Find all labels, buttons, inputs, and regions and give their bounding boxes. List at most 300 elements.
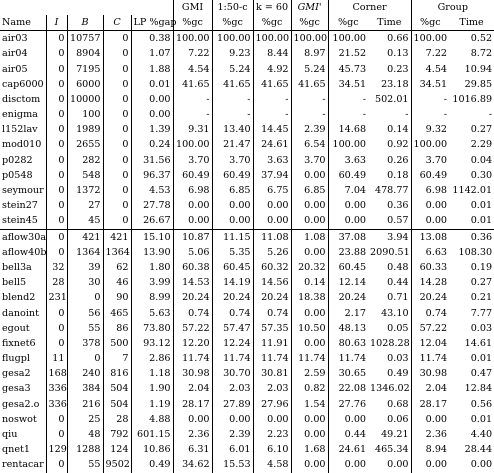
table-cell: 0.49	[131, 458, 173, 473]
table-cell: 2.39	[212, 427, 253, 442]
table-cell: 20.32	[291, 260, 328, 275]
table-cell: 0	[46, 92, 67, 107]
table-cell: 60.49	[173, 168, 212, 183]
instance-name-cell: noswot	[0, 412, 46, 427]
table-cell: 100	[67, 107, 103, 122]
table-cell: 0.00	[470, 459, 493, 471]
table-cell: 30.70	[212, 367, 253, 382]
table-cell: 0.48	[368, 260, 411, 275]
table-cell: -	[173, 92, 212, 107]
table-cell: 0	[46, 47, 67, 62]
col-group-time: Time	[449, 15, 494, 31]
table-cell: -	[362, 109, 367, 121]
instance-name-cell: fixnet6	[0, 336, 46, 351]
table-cell: 0.44	[344, 429, 367, 441]
table-cell: 9.31	[173, 123, 212, 138]
table-cell: 2090.51	[368, 245, 411, 260]
instance-name-cell: air05	[0, 62, 46, 77]
table-cell: 20.24	[212, 291, 253, 306]
table-cell: 0.06	[368, 412, 411, 427]
table-cell: 6.63	[425, 246, 448, 258]
table-cell: 0	[46, 412, 67, 427]
table-cell: 0.18	[368, 168, 411, 183]
table-cell: 20.24	[419, 292, 448, 304]
table-cell: 0	[46, 138, 67, 153]
table-cell: 0.44	[368, 275, 411, 290]
table-cell: 0.01	[470, 215, 493, 227]
table-cell: 11.74	[212, 351, 253, 366]
table-cell: 124	[103, 442, 131, 457]
table-row	[0, 198, 494, 213]
table-cell: 0	[67, 351, 103, 366]
table-cell: 25	[67, 412, 103, 427]
table-cell: 12.84	[464, 383, 493, 395]
col-gmi-gc: %gc	[173, 15, 212, 31]
table-cell: 22.08	[338, 383, 367, 395]
header-1-50-c: 1:50-c	[212, 0, 253, 15]
table-cell: 231	[46, 291, 67, 306]
table-cell: 30.98	[173, 367, 212, 382]
table-cell: 14.56	[253, 275, 291, 290]
table-cell: 27.89	[212, 397, 253, 412]
table-cell: 6.01	[212, 442, 253, 457]
table-row	[0, 92, 494, 107]
table-cell: 792	[103, 427, 131, 442]
table-cell: 11	[46, 351, 67, 366]
table-cell: 1.88	[131, 62, 173, 77]
table-cell: 12.20	[173, 336, 212, 351]
table-cell: 20.24	[253, 291, 291, 306]
table-row	[0, 367, 494, 382]
table-cell: 5.06	[173, 245, 212, 260]
table-cell: 0	[46, 31, 67, 47]
table-cell: 0	[67, 291, 103, 306]
instance-name-cell: disctom	[0, 92, 46, 107]
table-cell: 0.00	[131, 107, 173, 122]
col-k60-gc: %gc	[253, 15, 291, 31]
table-cell: 6.98	[173, 183, 212, 198]
table-cell: 0.19	[470, 261, 493, 273]
table-row	[0, 321, 494, 336]
table-cell: 9.23	[212, 47, 253, 62]
instance-name-cell: mod010	[0, 138, 46, 153]
table-cell: 0.04	[470, 154, 493, 166]
table-cell: 1.90	[131, 382, 173, 397]
table-cell: 23.88	[338, 246, 367, 258]
col-corner-time: Time	[368, 15, 411, 31]
table-cell: 0.00	[212, 214, 253, 230]
table-cell: 0.47	[470, 368, 493, 380]
col-i: I	[46, 15, 67, 31]
table-cell: 11.74	[338, 353, 367, 365]
table-cell: 0.66	[368, 31, 411, 47]
table-cell: 34.51	[419, 78, 448, 90]
table-cell: 504	[103, 397, 131, 412]
instance-name-cell: stein27	[0, 198, 46, 213]
table-cell: 1.54	[291, 397, 328, 412]
table-cell: 0.56	[470, 398, 493, 410]
table-cell: 100.00	[173, 138, 212, 153]
table-row	[0, 138, 494, 153]
table-cell: 0.00	[291, 245, 328, 260]
table-cell: 4.40	[470, 429, 493, 441]
table-cell: 73.80	[131, 321, 173, 336]
table-cell: 8.97	[291, 47, 328, 62]
table-cell: 6.85	[291, 183, 328, 198]
table-cell: 0	[103, 198, 131, 213]
table-cell: 0.74	[212, 306, 253, 321]
table-cell: 0.00	[425, 200, 448, 212]
table-cell: 0.00	[344, 200, 367, 212]
table-cell: 465.34	[368, 442, 411, 457]
table-cell: 10.50	[291, 321, 328, 336]
table-cell: 0.00	[253, 198, 291, 213]
table-cell: 62	[103, 260, 131, 275]
table-cell: 6.85	[212, 183, 253, 198]
table-cell: 1.07	[131, 47, 173, 62]
instance-name-cell: gesa3	[0, 382, 46, 397]
table-cell: 168	[46, 367, 67, 382]
table-cell: 0	[103, 47, 131, 62]
table-cell: 0.00	[173, 214, 212, 230]
table-cell: 0.00	[425, 413, 448, 425]
table-cell: 11.74	[291, 351, 328, 366]
instance-name-cell: air04	[0, 47, 46, 62]
table-cell: 11.08	[253, 229, 291, 245]
table-cell: 465	[103, 306, 131, 321]
table-cell: 60.38	[173, 260, 212, 275]
table-cell: 15.10	[131, 229, 173, 245]
table-cell: 3.94	[368, 229, 411, 245]
table-cell: 1372	[67, 183, 103, 198]
table-cell: 2655	[67, 138, 103, 153]
table-cell: 4.54	[173, 62, 212, 77]
table-row	[0, 397, 494, 412]
table-cell: 5.26	[253, 245, 291, 260]
table-cell: 4.88	[131, 412, 173, 427]
instance-name-cell: stein45	[0, 214, 46, 230]
table-cell: 502.01	[368, 92, 411, 107]
table-cell: 3.70	[291, 153, 328, 168]
table-cell: -	[291, 92, 328, 107]
table-cell: 15.53	[212, 458, 253, 473]
table-row	[0, 168, 494, 183]
table-cell: 31.56	[131, 153, 173, 168]
table-row	[0, 183, 494, 198]
table-cell: 0.27	[470, 277, 493, 289]
col-lp-gap: LP %gap	[131, 15, 173, 31]
table-cell: 5.63	[131, 306, 173, 321]
table-cell: 11.74	[173, 351, 212, 366]
table-cell: 2.17	[344, 307, 367, 319]
table-cell: 60.49	[419, 169, 448, 181]
table-cell: 2.29	[470, 139, 493, 151]
table-cell: 60.33	[419, 261, 448, 273]
table-cell: 0.00	[291, 214, 328, 230]
header-corner: Corner	[328, 0, 411, 15]
table-row	[0, 107, 494, 122]
table-row	[0, 275, 494, 290]
table-cell: 20.24	[173, 291, 212, 306]
table-cell: 336	[46, 382, 67, 397]
table-row	[0, 245, 494, 260]
table-cell: 21.52	[338, 48, 367, 60]
table-cell: 29.85	[464, 78, 493, 90]
table-cell: 11.91	[253, 336, 291, 351]
table-cell: 0	[46, 245, 67, 260]
table-cell: 816	[103, 367, 131, 382]
table-cell: 0	[103, 31, 131, 47]
table-cell: 0	[103, 62, 131, 77]
table-cell: 0.00	[131, 92, 173, 107]
table-cell: 0.00	[253, 412, 291, 427]
table-cell: 14.53	[173, 275, 212, 290]
table-cell: 60.32	[253, 260, 291, 275]
table-cell: 18.38	[291, 291, 328, 306]
table-cell: 55	[67, 458, 103, 473]
table-cell: 282	[67, 153, 103, 168]
table-cell: 100.00	[332, 139, 367, 151]
table-cell: 1.68	[291, 442, 328, 457]
table-cell: 2.03	[253, 382, 291, 397]
table-cell: 39	[67, 260, 103, 275]
table-cell: 0	[46, 336, 67, 351]
header-group: Group	[411, 0, 494, 15]
table-cell: 0	[46, 77, 67, 92]
table-cell: 28.17	[419, 398, 448, 410]
table-cell: 12.04	[419, 337, 448, 349]
table-cell: 7.22	[425, 48, 448, 60]
col-150c-gc: %gc	[212, 15, 253, 31]
header-gmi: GMI	[181, 1, 204, 13]
table-row	[0, 442, 494, 457]
table-cell: 0.03	[470, 322, 493, 334]
instance-name-cell: seymour	[0, 183, 46, 198]
table-cell: 96.37	[131, 168, 173, 183]
table-cell: 0	[46, 321, 67, 336]
table-cell: 2.36	[425, 429, 448, 441]
table-cell: 23.18	[368, 77, 411, 92]
table-cell: 0.00	[291, 198, 328, 213]
table-cell: 86	[103, 321, 131, 336]
table-cell: 12.24	[212, 336, 253, 351]
table-cell: 384	[67, 382, 103, 397]
table-cell: 0.00	[344, 459, 367, 471]
instance-name-cell: cap6000	[0, 77, 46, 92]
table-cell: 11.74	[253, 351, 291, 366]
table-cell: 0.26	[368, 153, 411, 168]
table-cell: 57.47	[212, 321, 253, 336]
table-cell: 0	[103, 214, 131, 230]
table-cell: 0.30	[470, 169, 493, 181]
table-cell: -	[291, 107, 328, 122]
table-cell: 0.74	[253, 306, 291, 321]
table-cell: 41.65	[173, 77, 212, 92]
table-cell: 6.31	[173, 442, 212, 457]
table-cell: 0	[46, 168, 67, 183]
table-cell: 0.01	[131, 77, 173, 92]
table-cell: 28	[103, 412, 131, 427]
table-cell: 30.98	[419, 368, 448, 380]
table-cell: 601.15	[131, 427, 173, 442]
table-cell: 41.65	[212, 77, 253, 92]
table-cell: 45.73	[338, 63, 367, 75]
col-b: B	[67, 15, 103, 31]
table-cell: 13.90	[131, 245, 173, 260]
table-row	[0, 47, 494, 62]
table-cell: 0.13	[368, 47, 411, 62]
table-cell: 2.04	[173, 382, 212, 397]
table-cell: 4.54	[425, 63, 448, 75]
table-row	[0, 351, 494, 366]
table-cell: 421	[67, 229, 103, 245]
table-cell: 2.36	[173, 427, 212, 442]
table-cell: 10000	[67, 92, 103, 107]
table-row	[0, 382, 494, 397]
table-cell: 11.74	[419, 353, 448, 365]
table-cell: 8.99	[131, 291, 173, 306]
table-cell: 7.77	[470, 307, 493, 319]
table-row	[0, 412, 494, 427]
table-row	[0, 62, 494, 77]
table-cell: 100.00	[291, 31, 328, 47]
instance-name-cell: aflow30a	[0, 229, 46, 245]
table-cell: 0.14	[368, 123, 411, 138]
table-cell: 0	[46, 229, 67, 245]
table-cell: 240	[67, 367, 103, 382]
table-cell: 57.22	[173, 321, 212, 336]
table-cell: 93.12	[131, 336, 173, 351]
table-cell: 90	[103, 291, 131, 306]
table-cell: 0.92	[368, 138, 411, 153]
col-group-gc: %gc	[411, 15, 449, 31]
table-cell: 0.00	[212, 412, 253, 427]
table-cell: 55	[67, 321, 103, 336]
table-cell: 48	[67, 427, 103, 442]
instance-name-cell: l152lav	[0, 123, 46, 138]
table-cell: 28.44	[464, 444, 493, 456]
table-cell: 0	[103, 183, 131, 198]
table-cell: 0.71	[368, 291, 411, 306]
table-cell: 100.00	[413, 139, 448, 151]
table-cell: -	[443, 93, 448, 105]
table-cell: 45	[67, 214, 103, 230]
col-corner-gc: %gc	[328, 15, 368, 31]
table-cell: 0	[46, 427, 67, 442]
table-cell: 1016.89	[452, 93, 493, 105]
table-cell: 6.75	[253, 183, 291, 198]
table-cell: 2.59	[291, 367, 328, 382]
table-cell: 0.00	[291, 458, 328, 473]
instance-name-cell: rentacar	[0, 458, 46, 473]
table-cell: 0.00	[173, 198, 212, 213]
table-cell: 0	[46, 458, 67, 473]
table-cell: 0	[103, 123, 131, 138]
table-cell: 2.04	[425, 383, 448, 395]
table-cell: -	[368, 107, 411, 122]
table-cell: 0	[46, 62, 67, 77]
table-cell: 2.86	[131, 351, 173, 366]
table-cell: 7195	[67, 62, 103, 77]
table-cell: 7	[103, 351, 131, 366]
table-cell: 6.10	[253, 442, 291, 457]
table-row	[0, 77, 494, 92]
table-cell: 0	[46, 183, 67, 198]
table-cell: 37.08	[328, 229, 368, 245]
table-cell: 0.00	[291, 427, 328, 442]
table-cell: 9502	[103, 458, 131, 473]
table-cell: 21.47	[212, 138, 253, 153]
table-cell: 4.58	[253, 458, 291, 473]
table-cell: 0.68	[368, 397, 411, 412]
table-cell: 3.70	[173, 153, 212, 168]
table-cell: 1.08	[291, 229, 328, 245]
table-cell: 0.01	[470, 200, 493, 212]
table-cell: 1.39	[131, 123, 173, 138]
instance-name-cell: flugpl	[0, 351, 46, 366]
table-cell: 6.54	[291, 138, 328, 153]
table-cell: 0.36	[368, 198, 411, 213]
table-cell: 0.05	[368, 321, 411, 336]
table-cell: 56	[67, 306, 103, 321]
table-cell: 4.53	[131, 183, 173, 198]
table-cell: 49.21	[368, 427, 411, 442]
table-cell: 129	[46, 442, 67, 457]
table-cell: 48.13	[338, 322, 367, 334]
table-cell: 3.63	[344, 154, 367, 166]
table-cell: 14.19	[212, 275, 253, 290]
instance-name-cell: enigma	[0, 107, 46, 122]
table-cell: 26.67	[131, 214, 173, 230]
table-cell: -	[488, 109, 493, 121]
table-cell: 6.98	[425, 185, 448, 197]
table-cell: 0.01	[470, 353, 493, 365]
table-cell: 20.24	[338, 292, 367, 304]
table-cell: 1346.02	[368, 382, 411, 397]
table-cell: 24.61	[253, 138, 291, 153]
table-cell: 1288	[67, 442, 103, 457]
table-cell: 0	[46, 153, 67, 168]
table-cell: 13.40	[212, 123, 253, 138]
instance-name-cell: aflow40b	[0, 245, 46, 260]
table-cell: 0.38	[131, 31, 173, 47]
instance-name-cell: qnet1	[0, 442, 46, 457]
table-cell: 0.00	[291, 168, 328, 183]
table-cell: 0.00	[368, 458, 411, 473]
col-c: C	[103, 15, 131, 31]
table-cell: 0.03	[368, 351, 411, 366]
table-cell: 14.45	[253, 123, 291, 138]
table-row	[0, 336, 494, 351]
table-cell: 3.70	[425, 154, 448, 166]
table-cell: 37.94	[253, 168, 291, 183]
table-cell: 60.49	[212, 168, 253, 183]
instance-name-cell: air03	[0, 31, 46, 47]
table-row	[0, 291, 494, 306]
table-cell: 0	[46, 306, 67, 321]
table-cell: 30	[67, 275, 103, 290]
table-cell: 0.23	[368, 62, 411, 77]
table-cell: 0	[46, 107, 67, 122]
table-cell: 41.65	[291, 77, 328, 92]
table-cell: -	[253, 107, 291, 122]
table-cell: 1989	[67, 123, 103, 138]
table-cell: 30.65	[338, 368, 367, 380]
table-cell: 0.21	[470, 292, 493, 304]
table-cell: 41.65	[253, 77, 291, 92]
table-cell: 0	[46, 123, 67, 138]
table-cell: 12.14	[338, 277, 367, 289]
